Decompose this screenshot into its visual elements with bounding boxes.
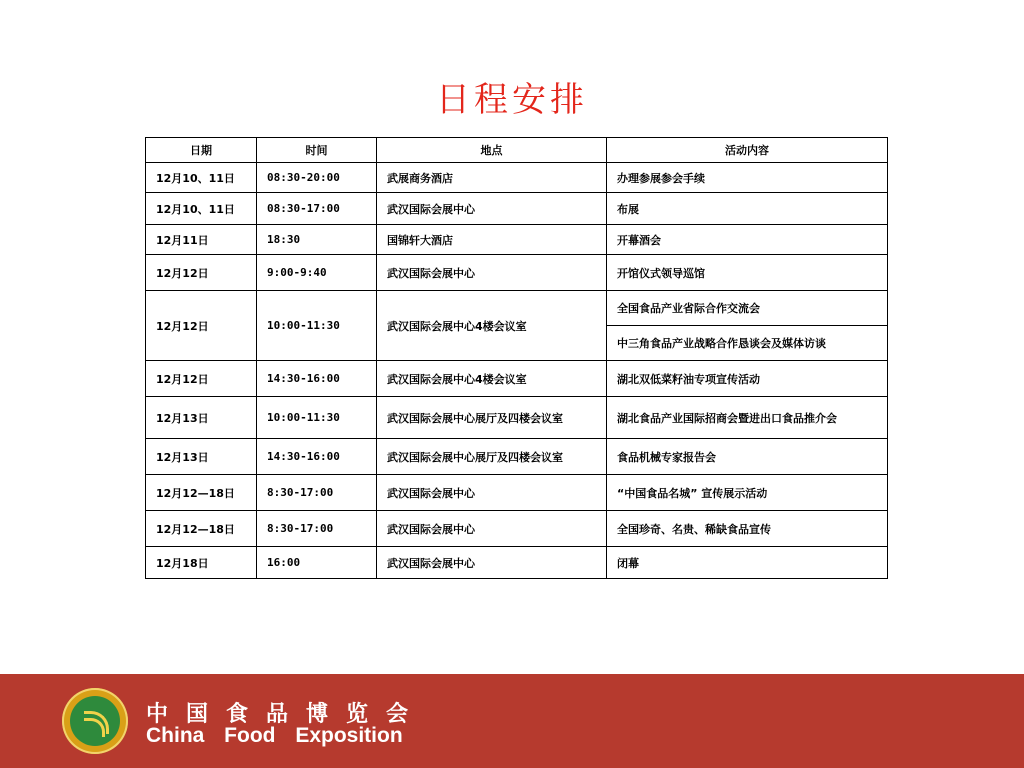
table-row bbox=[146, 193, 888, 225]
header-activity: 活动内容 bbox=[607, 138, 888, 163]
table-row bbox=[146, 397, 888, 439]
table-row bbox=[146, 475, 888, 511]
cell-activity: 湖北双低菜籽油专项宣传活动 bbox=[607, 361, 888, 397]
cell-time: 9:00-9:40 bbox=[257, 255, 377, 291]
cell-activity: 闭幕 bbox=[607, 547, 888, 579]
cell-activity: 全国珍奇、名贵、稀缺食品宣传 bbox=[607, 511, 888, 547]
cell-place: 武汉国际会展中心4楼会议室 bbox=[377, 361, 607, 397]
cell-time: 08:30-20:00 bbox=[257, 163, 377, 193]
cell-time: 10:00-11:30 bbox=[257, 397, 377, 439]
cell-place: 武汉国际会展中心展厅及四楼会议室 bbox=[377, 439, 607, 475]
cell-activity: 湖北食品产业国际招商会暨进出口食品推介会 bbox=[607, 397, 888, 439]
table-row bbox=[146, 291, 888, 326]
cell-activity: 全国食品产业省际合作交流会 bbox=[607, 291, 888, 326]
cell-place: 国锦轩大酒店 bbox=[377, 225, 607, 255]
cell-place: 武汉国际会展中心 bbox=[377, 511, 607, 547]
cell-time: 16:00 bbox=[257, 547, 377, 579]
header-time: 时间 bbox=[257, 138, 377, 163]
table-row bbox=[146, 511, 888, 547]
cell-date: 12月12日 bbox=[146, 255, 257, 291]
cell-activity: 食品机械专家报告会 bbox=[607, 439, 888, 475]
cell-time: 8:30-17:00 bbox=[257, 475, 377, 511]
cell-activity: 办理参展参会手续 bbox=[607, 163, 888, 193]
cell-time: 18:30 bbox=[257, 225, 377, 255]
cell-date: 12月18日 bbox=[146, 547, 257, 579]
cell-activity: 布展 bbox=[607, 193, 888, 225]
table-row bbox=[146, 163, 888, 193]
table-row bbox=[146, 547, 888, 579]
cell-time: 08:30-17:00 bbox=[257, 193, 377, 225]
cell-time: 8:30-17:00 bbox=[257, 511, 377, 547]
header-place: 地点 bbox=[377, 138, 607, 163]
cell-place: 武汉国际会展中心 bbox=[377, 193, 607, 225]
cell-time: 14:30-16:00 bbox=[257, 361, 377, 397]
cell-date: 12月13日 bbox=[146, 397, 257, 439]
cell-activity: 开幕酒会 bbox=[607, 225, 888, 255]
table-row bbox=[146, 255, 888, 291]
cell-place: 武汉国际会展中心4楼会议室 bbox=[377, 291, 607, 361]
cell-time: 10:00-11:30 bbox=[257, 291, 377, 361]
schedule-table bbox=[145, 137, 888, 579]
cell-date: 12月12—18日 bbox=[146, 511, 257, 547]
table-header-row bbox=[146, 138, 888, 163]
cell-activity: “中国食品名城” 宣传展示活动 bbox=[607, 475, 888, 511]
cell-date: 12月12日 bbox=[146, 361, 257, 397]
table-row bbox=[146, 439, 888, 475]
table-row bbox=[146, 225, 888, 255]
cell-time: 14:30-16:00 bbox=[257, 439, 377, 475]
cell-place: 武汉国际会展中心展厅及四楼会议室 bbox=[377, 397, 607, 439]
cfe-logo-icon bbox=[62, 688, 128, 754]
footer-name-en: China Food Exposition bbox=[146, 724, 403, 747]
table-row bbox=[146, 361, 888, 397]
cell-date: 12月12—18日 bbox=[146, 475, 257, 511]
logo-inner-circle bbox=[70, 696, 120, 746]
cell-activity-2: 中三角食品产业战略合作恳谈会及媒体访谈 bbox=[607, 326, 888, 361]
cell-date: 12月12日 bbox=[146, 291, 257, 361]
cell-place: 武汉国际会展中心 bbox=[377, 475, 607, 511]
cell-date: 12月10、11日 bbox=[146, 163, 257, 193]
header-date: 日期 bbox=[146, 138, 257, 163]
cell-place: 武展商务酒店 bbox=[377, 163, 607, 193]
cell-activity: 开馆仪式领导巡馆 bbox=[607, 255, 888, 291]
cell-place: 武汉国际会展中心 bbox=[377, 255, 607, 291]
page-title: 日程安排 bbox=[436, 80, 588, 120]
cell-place: 武汉国际会展中心 bbox=[377, 547, 607, 579]
cell-date: 12月11日 bbox=[146, 225, 257, 255]
cell-date: 12月13日 bbox=[146, 439, 257, 475]
cell-date: 12月10、11日 bbox=[146, 193, 257, 225]
footer-name-cn: 中国食品博览会 bbox=[146, 702, 427, 727]
